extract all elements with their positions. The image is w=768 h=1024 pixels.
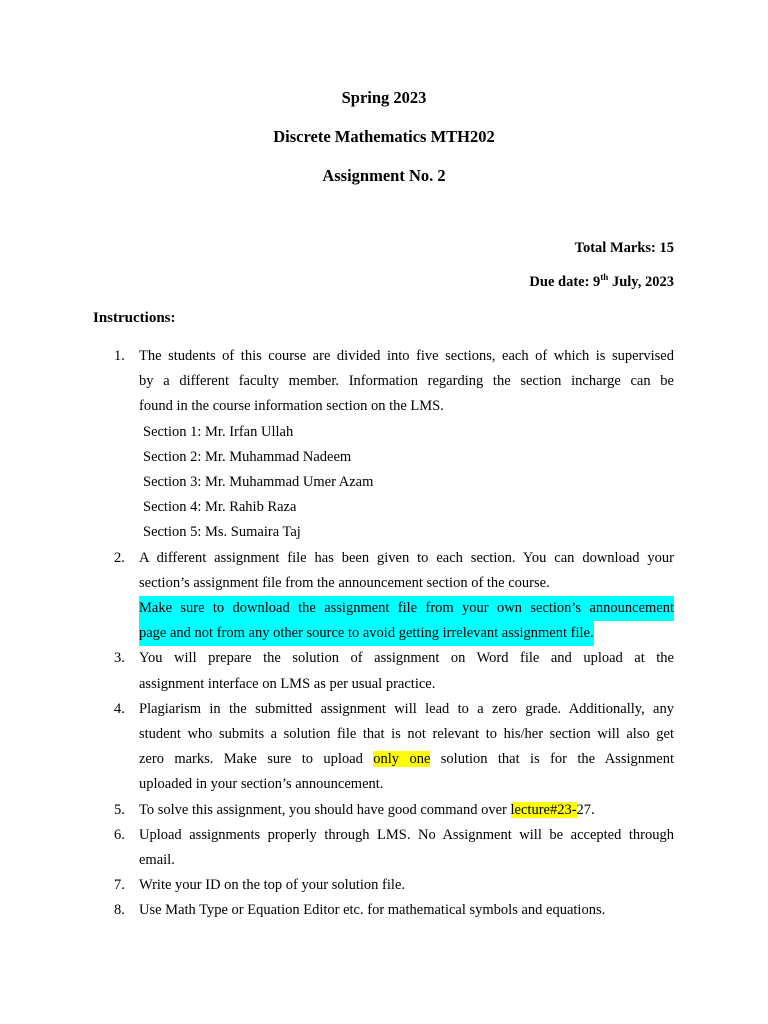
due-date-prefix: Due date: 9	[529, 274, 601, 290]
highlighted-text-line: Make sure to download the assignment file from your own section’s announcement	[139, 596, 674, 621]
item-text-fragment: To solve this assignment, you should have good command over	[139, 801, 511, 818]
item-text-line: email.	[139, 852, 175, 869]
list-item	[0, 344, 674, 546]
semester-title: Spring 2023	[341, 88, 427, 107]
section-entry: Section 4: Mr. Rahib Raza	[143, 499, 297, 516]
item-number: 5.	[114, 801, 125, 818]
item-number: 1.	[114, 348, 125, 364]
highlighted-text-line: page and not from any other source to avoid getting irrelevant assignment file.	[139, 621, 594, 646]
due-date-sup: th	[600, 272, 609, 282]
total-marks: Total Marks: 15	[574, 240, 674, 256]
item-text-line: Upload assignments properly through LMS. No Assignment will be accepted through	[139, 826, 674, 843]
item-text-line	[139, 747, 674, 772]
item-number: 6.	[114, 826, 125, 843]
section-entry: Section 3: Mr. Muhammad Umer Azam	[143, 474, 374, 491]
course-title: Discrete Mathematics MTH202	[273, 127, 495, 146]
item-text-line: found in the course information section on the LMS.	[139, 398, 444, 415]
item-number: 4.	[114, 700, 125, 717]
item-text-line: Write your ID on the top of your solution file.	[139, 877, 406, 894]
highlighted-text: only one	[373, 751, 431, 768]
list-item	[0, 646, 674, 696]
list-item	[0, 697, 674, 798]
item-text-line: section’s assignment file from the announcement section of the course.	[139, 574, 550, 591]
item-text-fragment: solution that is for the Assignment	[430, 751, 674, 768]
item-text-fragment: 27.	[576, 801, 595, 818]
item-number: 7.	[114, 877, 125, 894]
item-text-line: You will prepare the solution of assignment on Word file and upload at the	[139, 650, 674, 667]
item-number: 3.	[114, 650, 125, 667]
section-entry: Section 5: Ms. Sumaira Taj	[143, 524, 301, 541]
item-text-line: assignment interface on LMS as per usual practice.	[139, 675, 436, 692]
section-entry: Section 2: Mr. Muhammad Nadeem	[143, 448, 352, 465]
list-item	[0, 546, 674, 647]
item-text-line: student who submits a solution file that is not relevant to his/her section will also get	[139, 726, 674, 743]
list-item	[0, 798, 674, 823]
due-date	[529, 274, 674, 291]
section-entry: Section 1: Mr. Irfan Ullah	[143, 423, 294, 440]
item-text-line: uploaded in your section’s announcement.	[139, 776, 384, 793]
item-text-line: A different assignment file has been given to each section. You can download your	[139, 549, 674, 566]
assignment-title: Assignment No. 2	[322, 166, 446, 185]
item-text-line: Use Math Type or Equation Editor etc. for mathematical symbols and equations.	[139, 902, 606, 919]
item-number: 2.	[114, 549, 125, 566]
item-text-line	[139, 798, 674, 823]
item-text-line: Plagiarism in the submitted assignment will lead to a zero grade. Additionally, any	[139, 700, 674, 717]
item-text-fragment: zero marks. Make sure to upload	[139, 751, 374, 768]
due-date-suffix: July, 2023	[608, 274, 674, 290]
instructions-list	[0, 344, 768, 924]
list-item	[0, 898, 674, 923]
list-item	[0, 823, 674, 873]
instructions-heading: Instructions:	[93, 310, 176, 326]
item-text-line: The students of this course are divided into five sections, each of which is supervised	[139, 348, 674, 364]
list-item	[0, 873, 674, 898]
highlighted-text: lecture#23-	[510, 801, 577, 818]
item-text-line: by a different faculty member. Information regarding the section incharge can be	[139, 373, 674, 390]
item-number: 8.	[114, 902, 125, 919]
